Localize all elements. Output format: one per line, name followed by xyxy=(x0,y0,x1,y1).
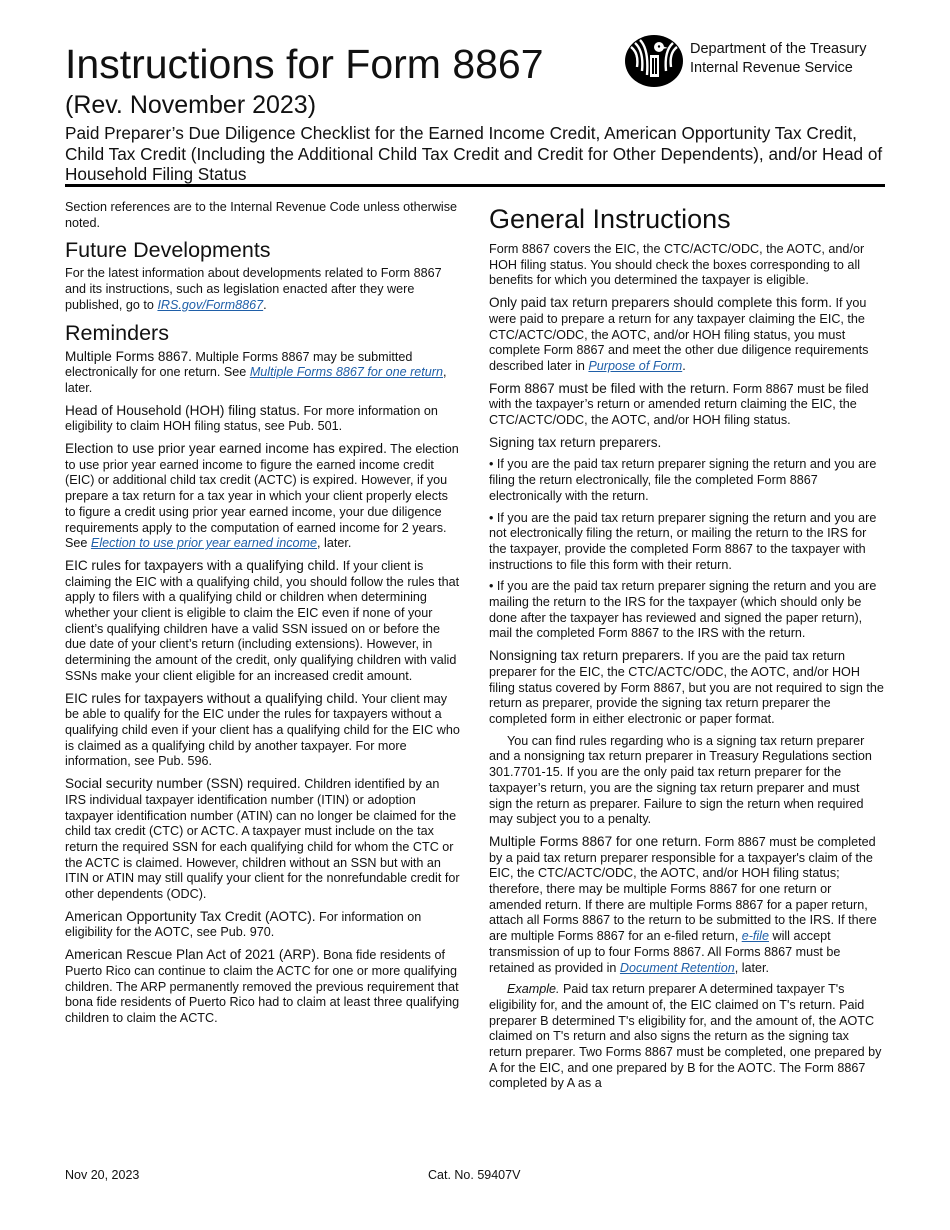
election-prior-year-link[interactable]: Election to use prior year earned income xyxy=(90,536,318,551)
reminder-lead: Social security number (SSN) required. xyxy=(65,776,301,792)
section-lead: Signing tax return preparers. xyxy=(489,434,662,450)
form-subtitle: Paid Preparer’s Due Diligence Checklist for the Earned Income Credit, American Opportunity Tax Credit, Child Tax Credit (Including the Additional Child Tax Credit and Credit for Other Dependents), and/or Head of Household Filing Status xyxy=(65,123,883,184)
multiple-forms-link[interactable]: Multiple Forms 8867 for one return xyxy=(249,365,444,380)
intro-note: Section references are to the Internal Revenue Code unless otherwise noted. xyxy=(65,200,458,230)
signing-preparers xyxy=(489,435,885,642)
section-lead: Only paid tax return preparers should complete this form. xyxy=(489,295,833,311)
header-divider xyxy=(65,184,885,187)
reminder-arp: American Rescue Plan Act of 2021 (ARP). Bona fide residents of Puerto Rico can continue to claim the ACTC for one or more qualifying children. The ARP permanently removed the previous requirement that bona fide residents of Puerto Rico had to claim at least three qualifying children to claim the ACTC. xyxy=(65,947,460,1025)
agency-line-treasury: Department of the Treasury xyxy=(690,41,867,57)
multiple-forms-one-return: Multiple Forms 8867 for one return. Form 8867 must be completed by a paid tax return preparer responsible for a taxpayer's claim of the EIC, the CTC/ACTC/ODC, the AOTC, and/or HOH filing status; therefore, there may be multiple Forms 8867 for one return or amended return. If there are multiple Forms 8867 for a paper return, attach all Forms 8867 to the return to be submitted to the IRS. If there are multiple Forms 8867 for an e-filed return, e-file will accept transmission of up to four Forms 8867. All Forms 8867 must be retained as provided in Document Retention, later. xyxy=(489,833,877,975)
reminder-election: Election to use prior year earned income has expired. The election to use prior year earned income to figure the earned income credit (EIC) or additional child tax credit (ACTC) is expired. However, if you prepare a tax return for a tax year in which your client properly elects to figure a credit using prior year earned income, your due diligence requirements apply to the computation of earned income for 2 years. See Election to use prior year earned income, later. xyxy=(65,441,459,551)
footer-date: Nov 20, 2023 xyxy=(65,1168,140,1182)
document-retention-link[interactable]: Document Retention xyxy=(619,960,735,975)
reminder-lead: Head of Household (HOH) filing status. xyxy=(65,402,300,418)
left-column xyxy=(65,200,460,1033)
reminder-lead: Election to use prior year earned income has expired. xyxy=(65,441,387,457)
page-title: Instructions for Form 8867 xyxy=(65,41,544,87)
section-lead: Nonsigning tax return preparers. xyxy=(489,648,684,664)
agency-line-irs: Internal Revenue Service xyxy=(690,60,853,76)
example-lead: Example. xyxy=(507,982,560,997)
example-paragraph: Example. Paid tax return preparer A determined taxpayer T's eligibility for, and the amount of, the EIC claimed on T's return. Paid preparer B determined T's eligibility for, and the amount of, the AOTC claimed on T's return and also signs the return as the signing tax return preparer. Two Forms 8867 must be completed, one prepared by A for the EIC, and one prepared by B for the AOTC. The Form 8867 completed by A as a xyxy=(489,982,882,1091)
reminder-ssn: Social security number (SSN) required. Children identified by an IRS individual taxpayer identification number (ITIN) or adoption taxpayer identification number (ATIN) can no longer be claimed for the child tax credit (CTC) or ACTC. A taxpayer must include on the tax return the required SSN for each qualifying child for whom the CTC or the ACTC is claimed. However, children without an SSN but with an ITIN or ATIN may still qualify your client for the nonrefundable credit for other dependents (ODC). xyxy=(65,776,460,902)
signing-bullet: • If you are the paid tax return preparer signing the return and you are mailing the return to the IRS for the taxpayer (which should only be done after the taxpayer has reviewed and signed the paper return), mail the completed Form 8867 to the IRS with the return. xyxy=(489,579,877,641)
irs-form8867-link[interactable]: IRS.gov/Form8867 xyxy=(157,297,264,312)
future-developments-text: For the latest information about developments related to Form 8867 and its instructions, such as legislation enacted after they were published, go to IRS.gov/Form8867. xyxy=(65,266,442,312)
reminder-lead: American Rescue Plan Act of 2021 (ARP). xyxy=(65,947,320,963)
right-column xyxy=(489,202,885,1098)
purpose-of-form-link[interactable]: Purpose of Form xyxy=(588,358,683,373)
general-instructions-heading: General Instructions xyxy=(489,204,731,234)
section-lead: Form 8867 must be filed with the return. xyxy=(489,380,730,396)
preparer-rules: You can find rules regarding who is a signing tax return preparer and a nonsigning tax return preparer in Treasury Regulations section 301.7701-15. If you are the only paid tax return preparer for the taxpayer’s return, you are the signing tax return preparer and must sign the return as preparer. Failure to sign the return when required may subject you to a penalty. xyxy=(489,733,872,827)
reminder-lead: EIC rules for taxpayers with a qualifying child. xyxy=(65,557,340,573)
agency-name xyxy=(690,40,867,78)
filed-with-return: Form 8867 must be filed with the return. Form 8867 must be filed with the taxpayer’s return or amended return claiming the EIC, the CTC/ACTC/ODC, the AOTC, and/or HOH filing status. xyxy=(489,380,869,428)
reminder-lead: Multiple Forms 8867. xyxy=(65,348,192,364)
signing-bullet: • If you are the paid tax return preparer signing the return and you are filing the return electronically, file the completed Form 8867 electronically with the return. xyxy=(489,457,877,503)
irs-eagle-logo-icon xyxy=(623,33,685,89)
reminder-aotc: American Opportunity Tax Credit (AOTC). For information on eligibility for the AOTC, see Pub. 970. xyxy=(65,908,422,940)
reminders-heading: Reminders xyxy=(65,320,169,345)
reminder-lead: American Opportunity Tax Credit (AOTC). xyxy=(65,908,316,924)
section-lead: Multiple Forms 8867 for one return. xyxy=(489,833,702,849)
general-instructions-text: Form 8867 covers the EIC, the CTC/ACTC/ODC, the AOTC, and/or HOH filing status. You should check the boxes corresponding to all benefits for which you determined the taxpayer is eligible. xyxy=(489,242,865,288)
revision-date: (Rev. November 2023) xyxy=(65,91,317,119)
reminder-multiple-forms: Multiple Forms 8867. Multiple Forms 8867 may be submitted electronically for one return. See Multiple Forms 8867 for one return, later. xyxy=(65,348,447,395)
catalog-number: Cat. No. 59407V xyxy=(428,1168,521,1182)
only-paid-preparers: Only paid tax return preparers should complete this form. If you were paid to prepare a return for any taxpayer claiming the EIC, the CTC/ACTC/ODC, the AOTC, and/or HOH filing status, you must complete Form 8867 and meet the other due diligence requirements described later in Purpose of Form. xyxy=(489,295,869,373)
reminder-hoh: Head of Household (HOH) filing status. For more information on eligibility to claim HOH filing status, see Pub. 501. xyxy=(65,402,438,434)
reminder-eic-without-child: EIC rules for taxpayers without a qualifying child. Your client may be able to qualify for the EIC under the rules for taxpayers without a qualifying child even if your client has a qualifying child for the EIC who is claimed as a qualifying child by another taxpayer. For more information, see Pub. 596. xyxy=(65,690,460,769)
nonsigning-preparers: Nonsigning tax return preparers. If you are the paid tax return preparer for the EIC, the CTC/ACTC/ODC, the AOTC, and/or HOH filing status covered by Form 8867, but you are not required to sign the return as preparer, provide the signing tax return preparer the completed form in either electronic or paper format. xyxy=(489,648,884,726)
reminder-lead: EIC rules for taxpayers without a qualifying child. xyxy=(65,690,359,706)
signing-bullet: • If you are the paid tax return preparer signing the return and you are not electronically filing the return, or mailing the return to the IRS for the taxpayer, provide the completed Form 8867 to the taxpayer with instructions to file this form with their return. xyxy=(489,510,877,572)
e-file-link[interactable]: e-file xyxy=(741,929,769,944)
future-developments-heading: Future Developments xyxy=(65,238,271,263)
reminder-eic-with-child: EIC rules for taxpayers with a qualifying child. If your client is claiming the EIC with a qualifying child, you should follow the rules that apply to filers with a qualifying child or children when determining whether your client is eligible to claim the EIC even if none of your client’s qualifying children have a valid SSN issued on or before the due date of your client’s return (including extensions). However, in determining the amount of the credit, only qualifying children with valid SSNs make your client eligible for an increased credit amount. xyxy=(65,557,460,683)
